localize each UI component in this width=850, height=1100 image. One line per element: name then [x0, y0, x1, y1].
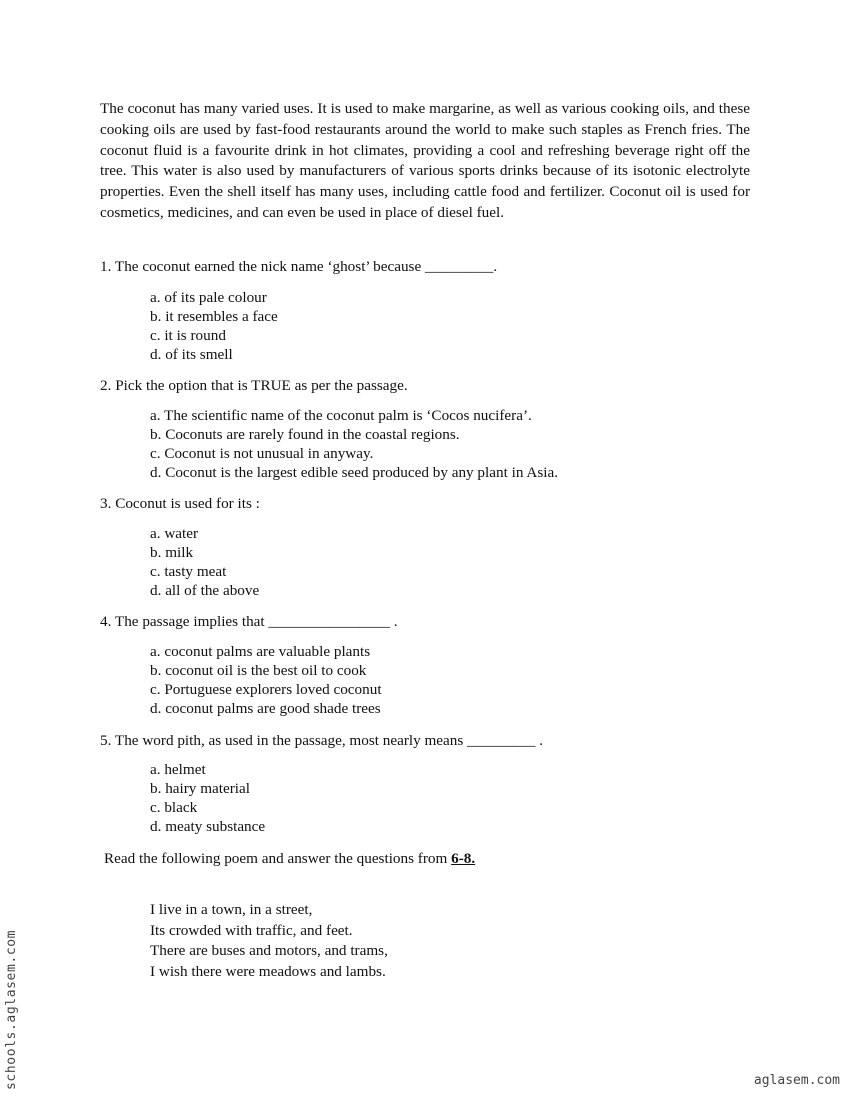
question-5: 5. The word pith, as used in the passage, most nearly means _________ . [100, 732, 544, 749]
question-range: 6-8. [451, 850, 476, 867]
poem-line: I wish there were meadows and lambs. [150, 963, 386, 981]
option: d. all of the above [150, 582, 260, 600]
reading-passage: The coconut has many varied uses. It is used to make margarine, as well as various cooking oils, and these cooking oils are used by fast-food restaurants around the world to make such staples as French fries. The coconut fluid is a favourite drink in hot climates, providing a cool and refreshing beverage right off the tree. This water is also used by manufacturers of various sports drinks because of its isotonic electrolyte properties. Even the shell itself has many uses, including cattle food and fertilizer. Coconut oil is used for cosmetics, medicines, and can even be used in place of diesel fuel. [100, 100, 750, 221]
option: b. hairy material [150, 780, 250, 798]
option: a. helmet [150, 761, 206, 778]
poem-line: I live in a town, in a street, [150, 901, 313, 918]
poem-line: There are buses and motors, and trams, [150, 942, 388, 960]
option: d. Coconut is the largest edible seed produced by any plant in Asia. [150, 464, 559, 482]
option: b. Coconuts are rarely found in the coastal regions. [150, 426, 460, 444]
poem [150, 900, 388, 983]
option: c. Portuguese explorers loved coconut [150, 681, 382, 699]
option: a. coconut palms are valuable plants [150, 643, 371, 660]
option: b. milk [150, 544, 194, 562]
side-watermark: schools.aglasem.com [4, 929, 19, 1090]
poem-instruction [104, 849, 475, 868]
option: b. coconut oil is the best oil to cook [150, 662, 367, 680]
poem-instruction-text: Read the following poem and answer the questions from [104, 850, 448, 867]
question-5-options [150, 760, 265, 836]
question-1: 1. The coconut earned the nick name ‘ghost’ because _________. [100, 258, 498, 275]
option: a. of its pale colour [150, 289, 267, 306]
option: a. The scientific name of the coconut palm is ‘Cocos nucifera’. [150, 407, 532, 424]
question-1-options [150, 288, 278, 364]
option: c. Coconut is not unusual in anyway. [150, 445, 374, 463]
option: d. of its smell [150, 346, 233, 364]
question-2: 2. Pick the option that is TRUE as per the passage. [100, 377, 408, 394]
option: b. it resembles a face [150, 308, 278, 326]
option: c. it is round [150, 327, 226, 345]
option: d. coconut palms are good shade trees [150, 700, 381, 718]
question-3-options [150, 524, 259, 600]
option: d. meaty substance [150, 818, 266, 836]
footer-watermark: aglasem.com [753, 1073, 840, 1088]
poem-line: Its crowded with traffic, and feet. [150, 921, 353, 939]
option: c. tasty meat [150, 563, 227, 581]
question-2-options [150, 406, 558, 482]
question-4: 4. The passage implies that ________________ . [100, 613, 398, 630]
question-4-options [150, 642, 382, 718]
question-3: 3. Coconut is used for its : [100, 495, 260, 512]
option: a. water [150, 525, 199, 542]
option: c. black [150, 799, 198, 817]
